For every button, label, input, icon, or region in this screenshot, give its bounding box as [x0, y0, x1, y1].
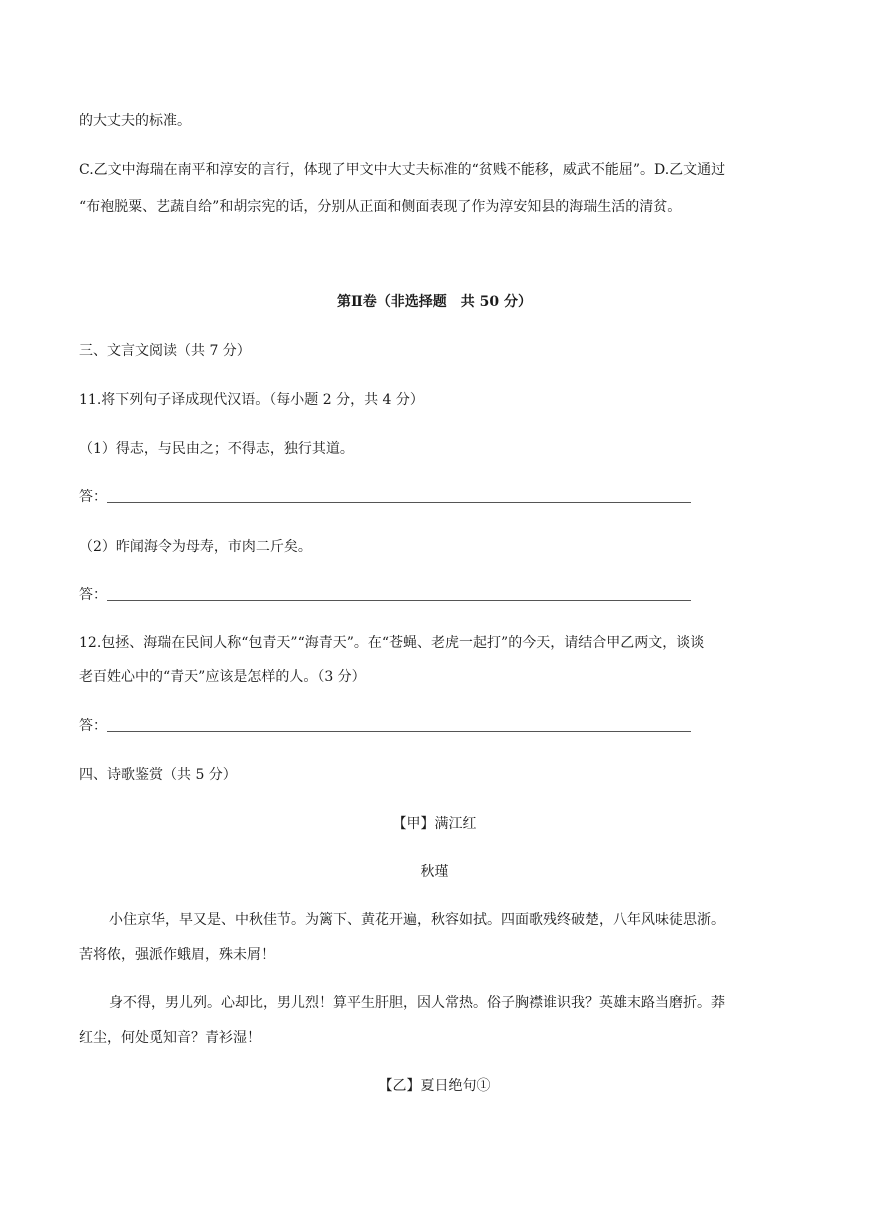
q11-sub2: （2）昨闻海令为母寿，市肉二斤矣。 [79, 539, 312, 555]
answer-row-q11-1 [79, 487, 691, 507]
part2-title: 第Ⅱ卷（非选择题 共 50 分） [336, 294, 533, 310]
answer-blank-line[interactable] [107, 717, 691, 732]
q12-line-1: 12.包拯、海瑞在民间人称“包青天”“海青天”。在“苍蝇、老虎一起打”的今天，请结合甲乙两文，谈谈 [79, 635, 705, 651]
poem-a-stanza2-line-1: 身不得，男儿列。心却比，男儿烈！算平生肝胆，因人常热。俗子胸襟谁识我？英雄末路当磨折。莽 [109, 995, 725, 1011]
answer-blank-line[interactable] [107, 488, 691, 503]
q11-prompt: 11.将下列句子译成现代汉语。（每小题 2 分，共 4 分） [79, 392, 424, 408]
passage-tail-line-2: C.乙文中海瑞在南平和淳安的言行，体现了甲文中大丈夫标准的“贫贱不能移，威武不能屈”。D.乙文通过 [79, 162, 726, 178]
q12-line-2: 老百姓心中的“青天”应该是怎样的人。（3 分） [79, 669, 366, 685]
poem-a-stanza1-line-1: 小住京华，早又是、中秋佳节。为篱下、黄花开遍，秋容如拭。四面歌残终破楚，八年风味徒思浙。 [109, 912, 725, 928]
answer-label: 答： [79, 587, 107, 603]
poem-b-title: 【乙】夏日绝句① [378, 1078, 491, 1094]
answer-row-q12 [79, 716, 691, 736]
answer-label: 答： [79, 489, 107, 505]
passage-tail-line-3: “布袍脱粟、艺蔬自给”和胡宗宪的话，分别从正面和侧面表现了作为淳安知县的海瑞生活的清贫。 [79, 199, 682, 215]
q11-sub1: （1）得志，与民由之；不得志，独行其道。 [79, 441, 354, 457]
answer-label: 答： [79, 718, 107, 734]
answer-blank-line[interactable] [107, 586, 691, 601]
poem-a-author: 秋瑾 [420, 864, 449, 880]
passage-tail-line-1: 的大丈夫的标准。 [79, 113, 191, 129]
poem-a-title: 【甲】满江红 [392, 816, 477, 832]
section4-heading: 四、诗歌鉴赏（共 5 分） [79, 767, 237, 783]
section3-heading: 三、文言文阅读（共 7 分） [79, 343, 251, 359]
answer-row-q11-2 [79, 585, 691, 605]
poem-a-stanza1-line-2: 苦将侬，强派作蛾眉，殊未屑！ [79, 947, 275, 963]
poem-a-stanza2-line-2: 红尘，何处觅知音？青衫湿！ [79, 1030, 261, 1046]
